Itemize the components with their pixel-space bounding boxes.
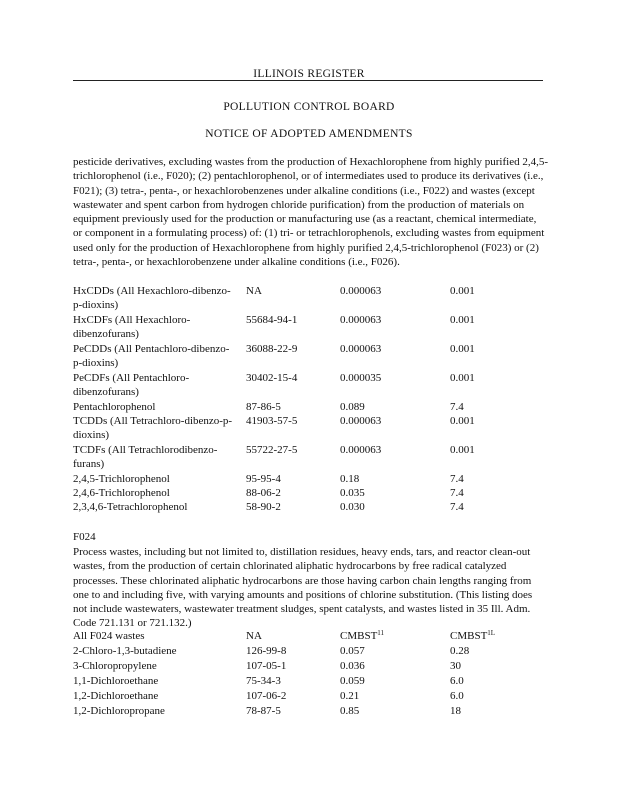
- table-row: [73, 443, 553, 473]
- constituent-name: 2,4,6-Trichlorophenol: [73, 487, 170, 499]
- constituent-name: TCDFs (All Tetrachlorodibenzo-furans): [73, 444, 218, 471]
- nonwastewater-standard: 18: [450, 705, 461, 717]
- cas-number: 87-86-5: [246, 401, 281, 413]
- cas-number: 30402-15-4: [246, 372, 298, 384]
- cas-number: 75-34-3: [246, 675, 281, 687]
- wastewater-standard: 0.000063: [340, 415, 382, 427]
- cas-number: NA: [246, 285, 262, 297]
- constituent-name: TCDDs (All Tetrachloro-dibenzo-p-dioxins): [73, 415, 233, 442]
- constituent-name: 1,2-Dichloropropane: [73, 705, 165, 717]
- wastewater-standard: 0.000063: [340, 285, 382, 297]
- wastewater-standard: 0.035: [340, 487, 365, 499]
- nonwastewater-standard: 6.0: [450, 690, 464, 702]
- cas-number: 88-06-2: [246, 487, 281, 499]
- wastewater-standard: 0.000035: [340, 372, 382, 384]
- nonwastewater-standard: 0.001: [450, 444, 475, 456]
- constituent-name: PeCDDs (All Pentachloro-dibenzo-p-dioxins): [73, 343, 230, 370]
- constituent-name: HxCDDs (All Hexachloro-dibenzo-p-dioxins): [73, 285, 231, 312]
- notice-title: NOTICE OF ADOPTED AMENDMENTS: [205, 128, 413, 140]
- wastewater-standard: 0.18: [340, 473, 360, 485]
- constituent-name: 2,3,4,6-Tetrachlorophenol: [73, 501, 188, 513]
- nonwastewater-standard: 7.4: [450, 487, 464, 499]
- constituent-name: HxCDFs (All Hexachloro-dibenzofurans): [73, 314, 191, 341]
- nonwastewater-standard: 0.28: [450, 645, 470, 657]
- nonwastewater-standard: 30: [450, 660, 461, 672]
- wastewater-standard: 0.059: [340, 675, 365, 687]
- wastewater-standard: 0.85: [340, 705, 360, 717]
- constituent-name: PeCDFs (All Pentachloro-dibenzofurans): [73, 372, 190, 399]
- wastewater-standard: 0.030: [340, 501, 365, 513]
- constituent-name: Pentachlorophenol: [73, 401, 156, 413]
- cas-number: 107-05-1: [246, 660, 287, 672]
- cas-number: 126-99-8: [246, 645, 287, 657]
- cas-number: 95-95-4: [246, 473, 281, 485]
- nonwastewater-standard: 7.4: [450, 501, 464, 513]
- board-title: POLLUTION CONTROL BOARD: [223, 101, 395, 113]
- nonwastewater-standard: 6.0: [450, 675, 464, 687]
- cas-number: 55684-94-1: [246, 314, 298, 326]
- table2-header-ww: CMBST$^{11}$: [340, 629, 385, 642]
- register-title: ILLINOIS REGISTER: [253, 68, 365, 80]
- nonwastewater-standard: 0.001: [450, 372, 475, 384]
- constituent-name: 2,4,5-Trichlorophenol: [73, 473, 170, 485]
- nonwastewater-standard: 0.001: [450, 343, 475, 355]
- constituent-name: 1,1-Dichloroethane: [73, 675, 159, 687]
- cas-number: 78-87-5: [246, 705, 281, 717]
- cas-number: 36088-22-9: [246, 343, 298, 355]
- nonwastewater-standard: 7.4: [450, 473, 464, 485]
- cas-number: 107-06-2: [246, 690, 287, 702]
- table2-header-name: All F024 wastes: [73, 630, 145, 642]
- table2-header-nww: $CMBST^{1L}$: [450, 629, 496, 642]
- wastewater-standard: 0.036: [340, 660, 365, 672]
- cas-number: 55722-27-5: [246, 444, 298, 456]
- wastewater-standard: 0.21: [340, 690, 360, 702]
- nonwastewater-standard: 7.4: [450, 401, 464, 413]
- nonwastewater-standard: 0.001: [450, 314, 475, 326]
- cas-number: 41903-57-5: [246, 415, 298, 427]
- table-row: [73, 313, 553, 343]
- section-code: F024: [73, 531, 96, 543]
- cas-number: 58-90-2: [246, 501, 281, 513]
- nonwastewater-standard: 0.001: [450, 415, 475, 427]
- intro-paragraph: pesticide derivatives, excluding wastes from the production of Hexachlorophene from highly purified 2,4,5-trichlorophenol (i.e., F020); (2) pentachlorophenol, or of intermediates used to produce its derivatives (i.e., F021); (3) tetra-, penta-, or hexachlorobenzenes under alkaline conditions (i.e., F022) and wastes (except wastewater and spent carbon from hydrogen chloride purification) from the production of materials on equipment previously used for the production or manufacturing use (as a reactant, chemical intermediate, or component in a formulating process) of: (1) tri- or tetrachlorophenols, excluding wastes from equipment used only for the production of Hexachlorophene from highly purified 2,4,5-trichlorophenol (F023) or (2) tetra-, penta-, or hexachlorobenzene under alkaline conditions (i.e., F026).: [73, 156, 549, 269]
- f024-paragraph: Process wastes, including but not limited to, distillation residues, heavy ends, tars, and reactor clean-out wastes, from the production of certain chlorinated aliphatic hydrocarbons by free radical catalyzed processes. These chlorinated aliphatic hydrocarbons are those having carbon chain lengths ranging from one to and including five, with varying amounts and positions of chlorine substitution. (This listing does not include wastewaters, wastewater treatment sludges, spent catalysts, and wastes listed in 35 Ill. Adm. Code 721.131 or 721.132.): [73, 546, 533, 630]
- wastewater-standard: 0.057: [340, 645, 365, 657]
- constituent-name: 1,2-Dichloroethane: [73, 690, 159, 702]
- table-row: [73, 414, 553, 444]
- table-row: [73, 371, 553, 401]
- wastewater-standard: 0.000063: [340, 314, 382, 326]
- nonwastewater-standard: 0.001: [450, 285, 475, 297]
- table-row: [73, 342, 553, 372]
- header-rule: [73, 80, 543, 81]
- table-row: [73, 704, 553, 734]
- wastewater-standard: 0.000063: [340, 343, 382, 355]
- wastewater-standard: 0.000063: [340, 444, 382, 456]
- constituent-name: 2-Chloro-1,3-butadiene: [73, 645, 177, 657]
- wastewater-standard: 0.089: [340, 401, 365, 413]
- table-row: [73, 500, 553, 530]
- table-row: [73, 284, 553, 314]
- constituent-name: 3-Chloropropylene: [73, 660, 157, 672]
- table2-header-cas: NA: [246, 630, 262, 642]
